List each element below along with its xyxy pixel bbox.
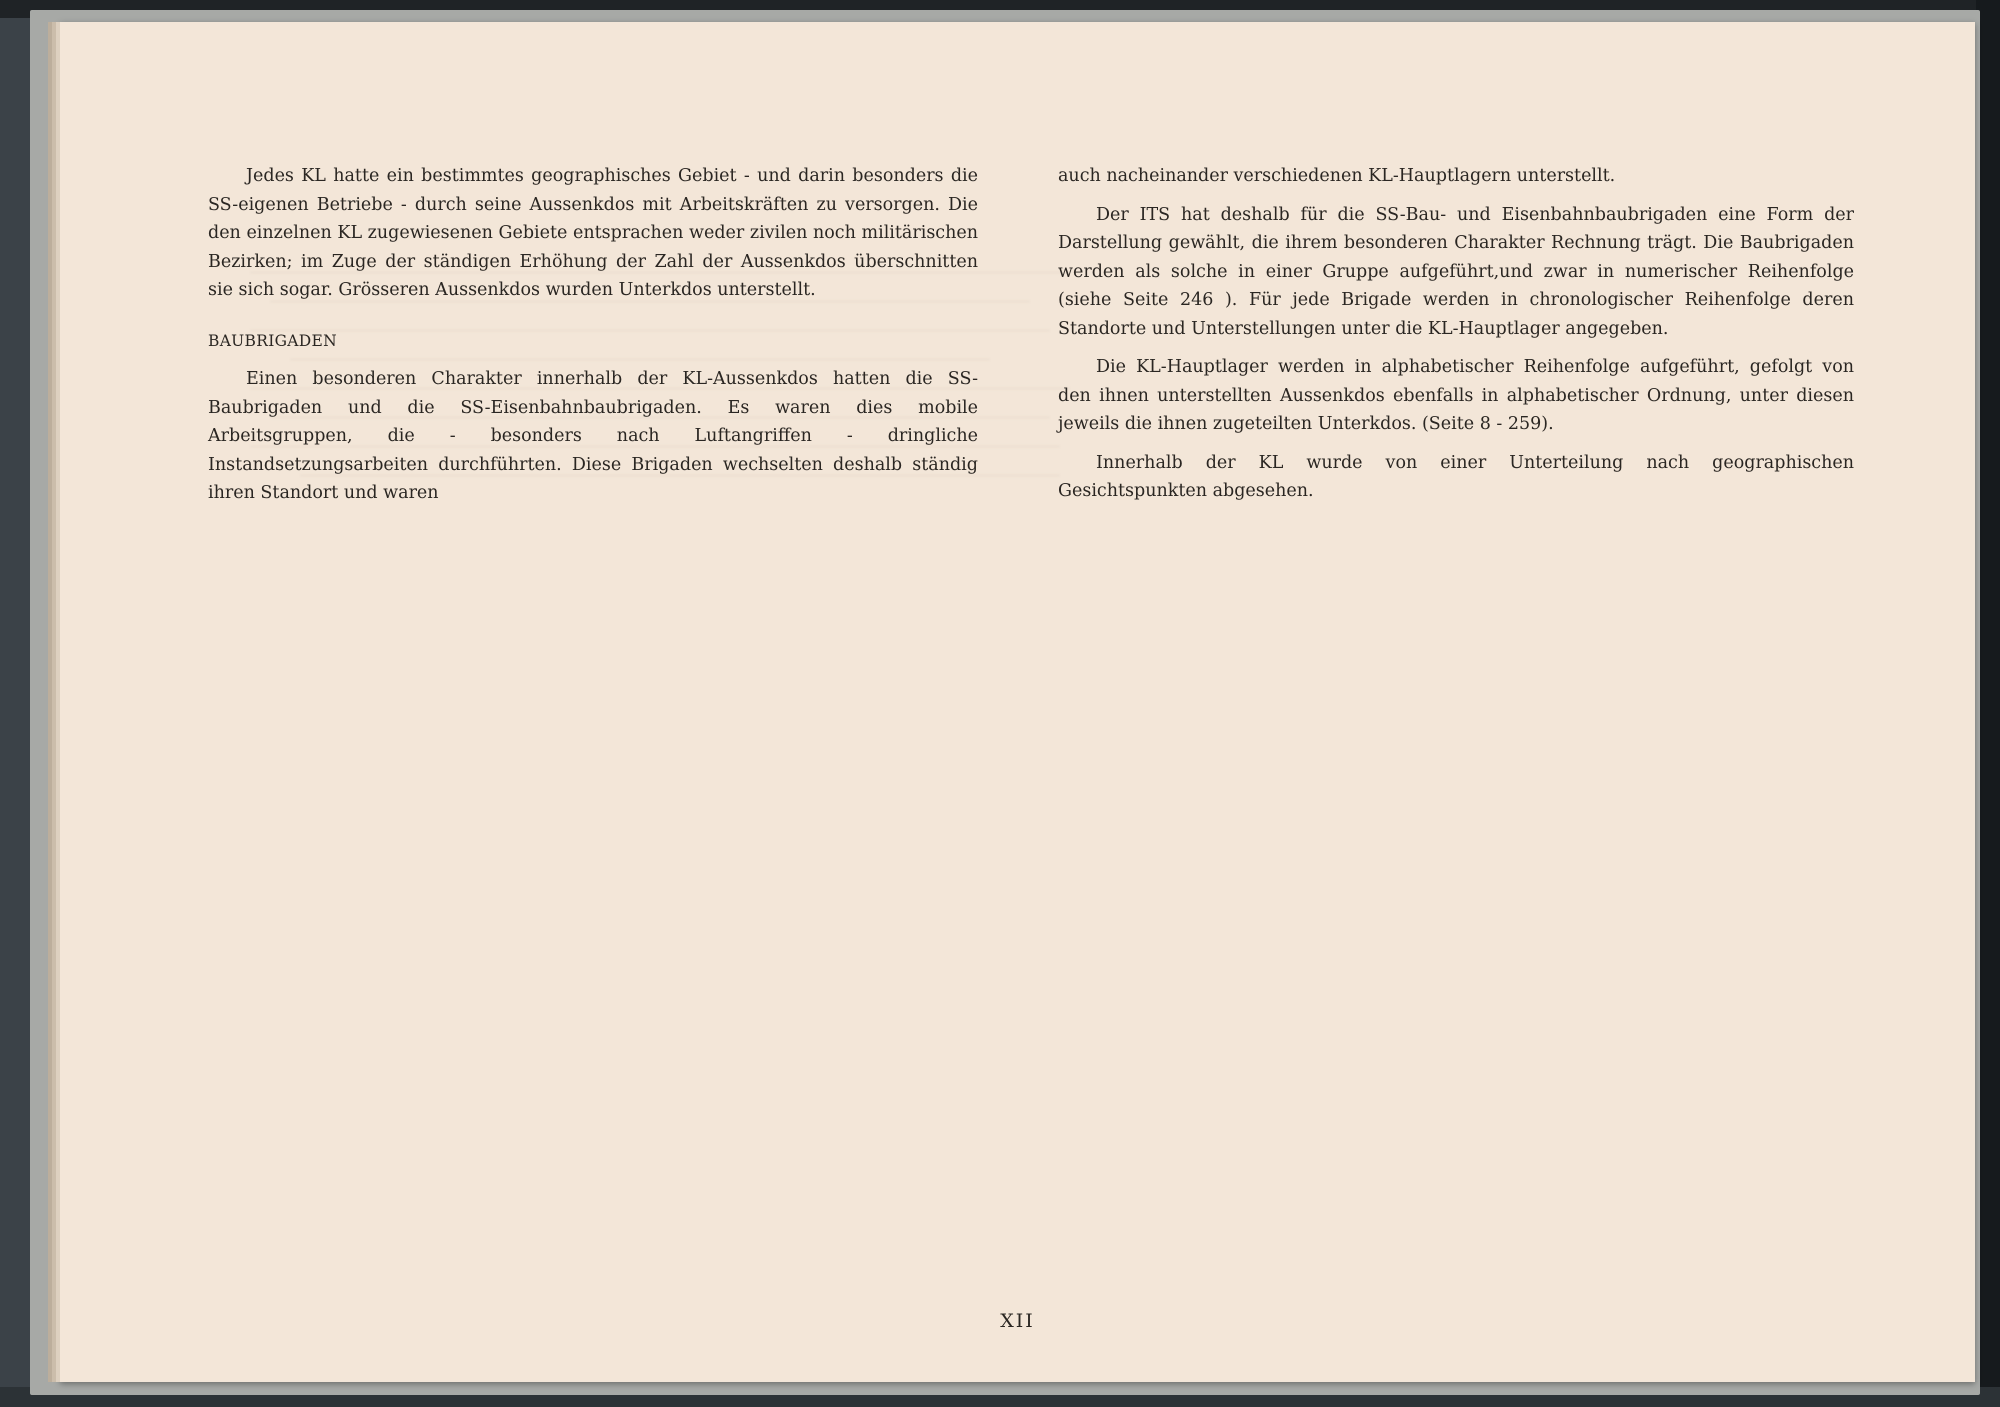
left-column [208, 162, 978, 518]
left-paragraph-2: Einen besonderen Charakter innerhalb der KL-Aussenkdos hatten die SS-Baubrigaden und die SS-Eisenbahnbaubrigaden. Es waren dies mobile Arbeitsgruppen, die - besonders nach Luftangriffen - dringliche Instandsetzungsarbeiten durchführten. Diese Brigaden wechselten deshalb ständig ihren Standort und waren [208, 369, 978, 503]
page-number: XII [1000, 1310, 1035, 1332]
right-column [1058, 162, 1854, 516]
right-paragraph-3: Die KL-Hauptlager werden in alphabetischer Reihenfolge aufgeführt, gefolgt von den ihnen unterstellten Aussenkdos ebenfalls in alphabetischer Ordnung, unter diesen jeweils die ihnen zugeteilten Unterkdos. (Seite 8 - 259). [1058, 357, 1854, 434]
document-page [60, 22, 1975, 1382]
right-paragraph-2: Der ITS hat deshalb für die SS-Bau- und Eisenbahnbaubrigaden eine Form der Darstellung gewählt, die ihrem besonderen Charakter Rechnung trägt. Die Baubrigaden werden als solche in einer Gruppe aufgeführt,und zwar in numerischer Reihenfolge (siehe Seite 246 ). Für jede Brigade werden in chronologischer Reihenfolge deren Standorte und Unterstellungen unter die KL-Hauptlager angegeben. [1058, 204, 1854, 339]
right-paragraph-4: Innerhalb der KL wurde von einer Unterteilung nach geographischen Gesichtspunkten abgesehen. [1058, 452, 1854, 501]
section-heading-baubrigaden: BAUBRIGADEN [208, 331, 338, 350]
left-paragraph-1: Jedes KL hatte ein bestimmtes geographisches Gebiet - und darin besonders die SS-eigenen Betriebe - durch seine Aussenkdos mit Arbeitskräften zu versorgen. Die den einzelnen KL zugewiesenen Gebiete entsprachen weder zivilen noch militärischen Bezirken; im Zuge der ständigen Erhöhung der Zahl der Aussenkdos überschnitten sie sich sogar. Grösseren Aussenkdos wurden Unterkdos unterstellt. [208, 166, 978, 300]
right-paragraph-1: auch nacheinander verschiedenen KL-Hauptlagern unterstellt. [1058, 166, 1616, 186]
